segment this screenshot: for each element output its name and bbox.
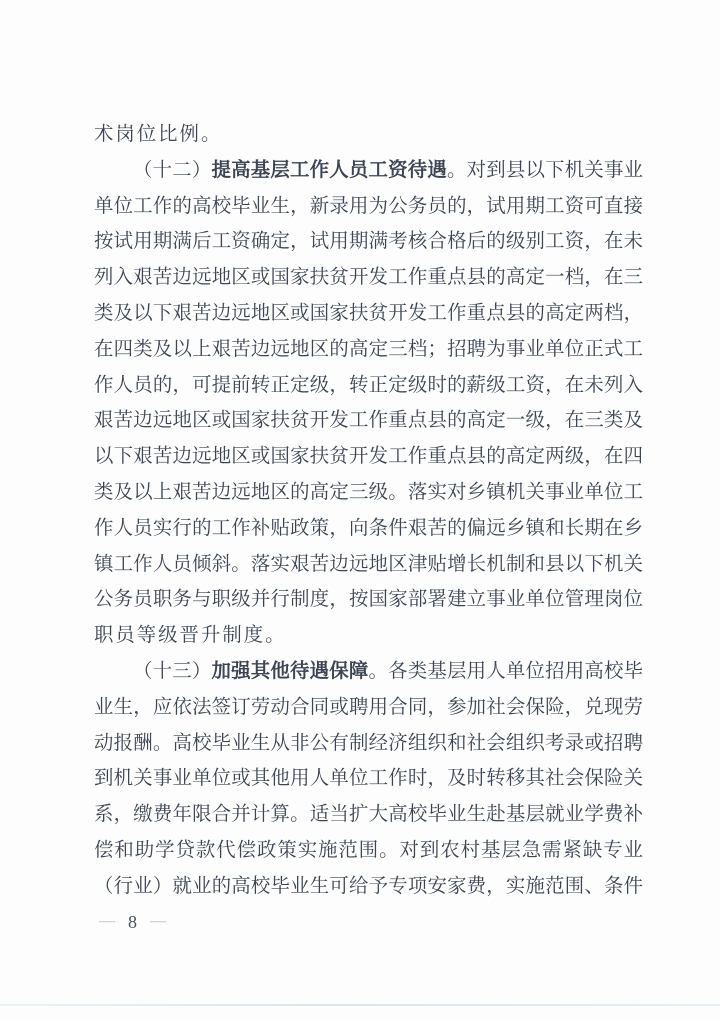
text-line	[94, 582, 643, 618]
text-line	[94, 797, 643, 833]
text-line	[94, 726, 643, 762]
line-text: 偿和助学贷款代偿政策实施范围。对到农村基层急需紧缺专业	[94, 839, 643, 861]
text-line	[94, 368, 643, 404]
line-text: （行业）就业的高校毕业生可给予专项安家费，实施范围、条件	[94, 875, 643, 897]
text-line	[94, 260, 643, 296]
text-line	[94, 511, 643, 547]
line-text: 公务员职务与职级并行制度，按国家部署建立事业单位管理岗位	[94, 589, 643, 611]
document-body	[94, 117, 643, 905]
footer-dash-left: —	[99, 914, 115, 929]
footer-dash-right: —	[150, 914, 166, 929]
text-line	[94, 224, 643, 260]
line-text: 作人员的，可提前转正定级，转正定级时的薪级工资，在未列入	[94, 374, 643, 396]
text-line	[94, 690, 643, 726]
line-text: 。对到县以下机关事业	[447, 159, 644, 181]
section-number: （十二）	[133, 159, 212, 181]
line-text: 动报酬。高校毕业生从非公有制经济组织和社会组织考录或招聘	[94, 732, 643, 754]
text-line	[94, 439, 643, 475]
text-line	[94, 833, 643, 869]
paragraph-heading-line	[94, 654, 643, 690]
line-text: 单位工作的高校毕业生，新录用为公务员的，试用期工资可直接	[94, 195, 643, 217]
line-text: 在四类及以上艰苦边远地区的高定三档；招聘为事业单位正式工	[94, 338, 643, 360]
text-line	[94, 618, 643, 654]
scan-edge-artifact	[0, 1004, 720, 1006]
section-title: 加强其他待遇保障	[211, 660, 369, 682]
line-text: 作人员实行的工作补贴政策，向条件艰苦的偏远乡镇和长期在乡	[94, 517, 643, 539]
text-line	[94, 869, 643, 905]
line-text: 到机关事业单位或其他用人单位工作时，及时转移其社会保险关	[94, 768, 643, 790]
text-line	[94, 475, 643, 511]
paragraph-heading-line	[94, 153, 643, 189]
line-text: 类及以上艰苦边远地区的高定三级。落实对乡镇机关事业单位工	[94, 481, 643, 503]
text-line	[94, 547, 643, 583]
page-footer	[99, 904, 166, 940]
line-text: 类及以下艰苦边远地区或国家扶贫开发工作重点县的高定两档，	[94, 302, 643, 324]
line-text: 业生，应依法签订劳动合同或聘用合同，参加社会保险，兑现劳	[94, 696, 643, 718]
line-text: 艰苦边远地区或国家扶贫开发工作重点县的高定一级，在三类及	[94, 410, 643, 432]
line-text: 。各类基层用人单位招用高校毕	[368, 660, 644, 682]
line-text: 职员等级晋升制度。	[94, 625, 287, 647]
text-line	[94, 761, 643, 797]
line-text: 镇工作人员倾斜。落实艰苦边远地区津贴增长机制和县以下机关	[94, 553, 643, 575]
line-text: 列入艰苦边远地区或国家扶贫开发工作重点县的高定一档，在三	[94, 267, 643, 289]
page-number: 8	[128, 911, 137, 932]
text-line	[94, 403, 643, 439]
line-text: 术岗位比例。	[94, 124, 223, 145]
text-line	[94, 296, 643, 332]
section-number: （十三）	[133, 660, 212, 682]
section-title: 提高基层工作人员工资待遇	[211, 159, 447, 181]
line-text: 系，缴费年限合并计算。适当扩大高校毕业生赴基层就业学费补	[94, 804, 643, 826]
line-text: 以下艰苦边远地区或国家扶贫开发工作重点县的高定两级，在四	[94, 446, 643, 468]
text-line	[94, 117, 643, 153]
text-line	[94, 332, 643, 368]
line-text: 按试用期满后工资确定，试用期满考核合格后的级别工资，在未	[94, 231, 643, 253]
text-line	[94, 189, 643, 225]
